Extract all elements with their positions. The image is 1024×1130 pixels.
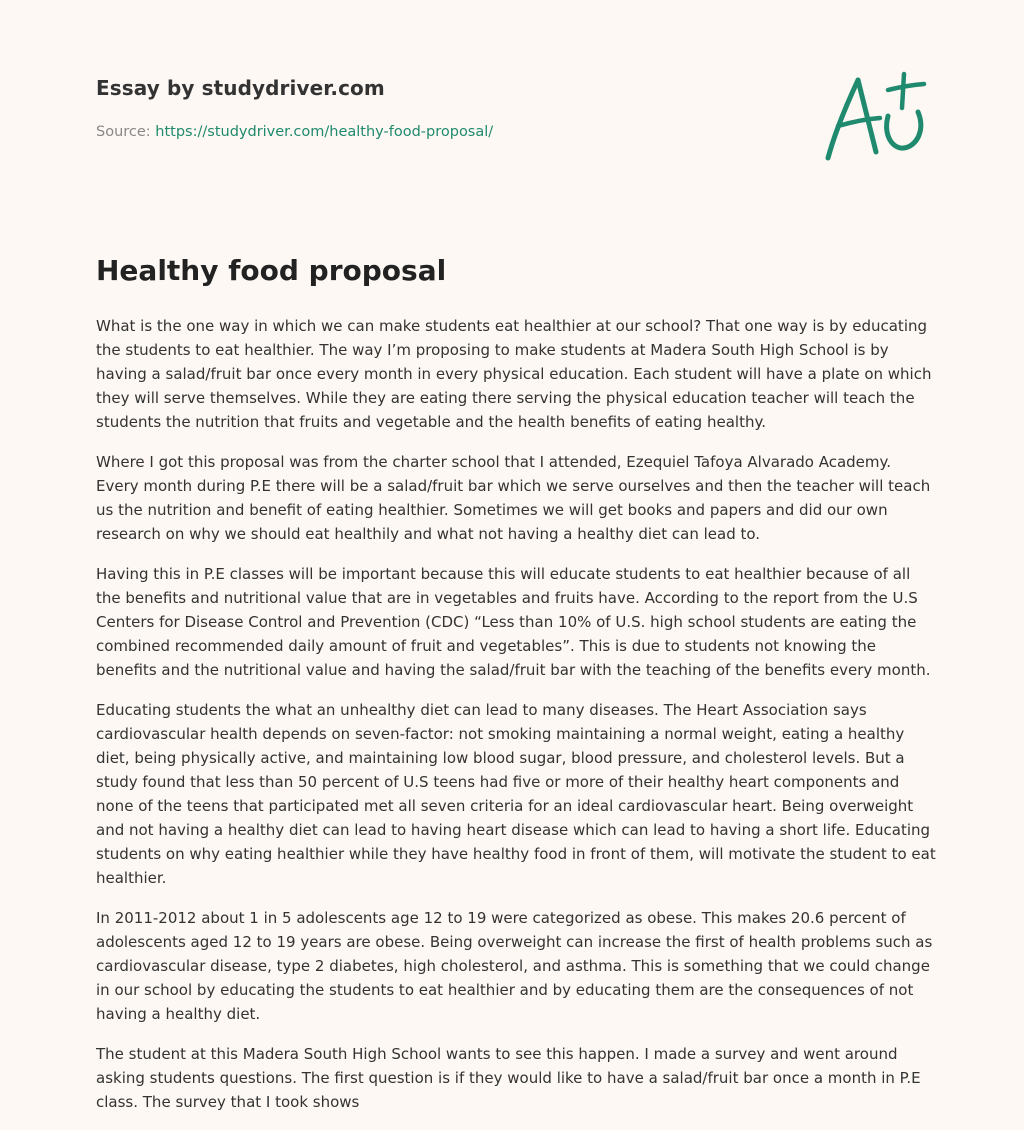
essay-paragraph: In 2011-2012 about 1 in 5 adolescents age 12 to 19 were categorized as obese. This makes 20.6 percent of adolescents aged 12 to 19 years are obese. Being overweight can increase the first of health problems such as cardiovascular disease, type 2 diabetes, high cholesterol, and asthma. This is something that we could change in our school by educating the students to eat healthier and by educating them are the consequences of not having a healthy diet.	[96, 909, 933, 1023]
essay-paragraph: The student at this Madera South High School wants to see this happen. I made a survey and went around asking students questions. The first question is if they would like to have a salad/fruit bar once a month in P.E class. The survey that I took shows	[96, 1045, 921, 1111]
essay-paragraph: Educating students the what an unhealthy diet can lead to many diseases. The Heart Association says cardiovascular health depends on seven-factor: not smoking maintaining a normal weight, eating a healthy diet, being physically active, and maintaining low blood sugar, blood pressure, and cholesterol levels. But a study found that less than 50 percent of U.S teens had five or more of their healthy heart components and none of the teens that participated met all seven criteria for an ideal cardiovascular heart. Being overweight and not having a healthy diet can lead to having heart disease which can lead to having a short life. Educating students on why eating healthier while they have healthy food in front of them, will motivate the student to eat healthier.	[96, 701, 936, 887]
source-line	[96, 124, 493, 140]
essay-paragraph: What is the one way in which we can make students eat healthier at our school? That one way is by educating the students to eat healthier. The way I’m proposing to make students at Madera South High School is by having a salad/fruit bar once every month in every physical education. Each student will have a plate on which they will serve themselves. While they are eating there serving the physical education teacher will teach the students the nutrition that fruits and vegetable and the health benefits of eating healthy.	[96, 317, 932, 431]
essay-title: Healthy food proposal	[96, 254, 447, 287]
site-title: Essay by studydriver.com	[96, 76, 385, 100]
essay-paragraph: Having this in P.E classes will be important because this will educate students to eat healthier because of all the benefits and nutritional value that are in vegetables and fruits have. According to the report from the U.S Centers for Disease Control and Prevention (CDC) “Less than 10% of U.S. high school students are eating the combined recommended daily amount of fruit and vegetables”. This is due to students not knowing the benefits and the nutritional value and having the salad/fruit bar with the teaching of the benefits every month.	[96, 565, 931, 679]
a-plus-logo-icon	[818, 66, 930, 166]
source-link[interactable]: https://studydriver.com/healthy-food-proposal/	[155, 124, 494, 140]
essay-paragraph: Where I got this proposal was from the charter school that I attended, Ezequiel Tafoya Alvarado Academy. Every month during P.E there will be a salad/fruit bar which we serve ourselves and then the teacher will teach us the nutrition and benefit of eating healthier. Sometimes we will get books and papers and did our own research on why we should eat healthily and what not having a healthy diet can lead to.	[96, 453, 931, 543]
source-label: Source:	[96, 124, 156, 140]
essay-body	[96, 314, 936, 1130]
